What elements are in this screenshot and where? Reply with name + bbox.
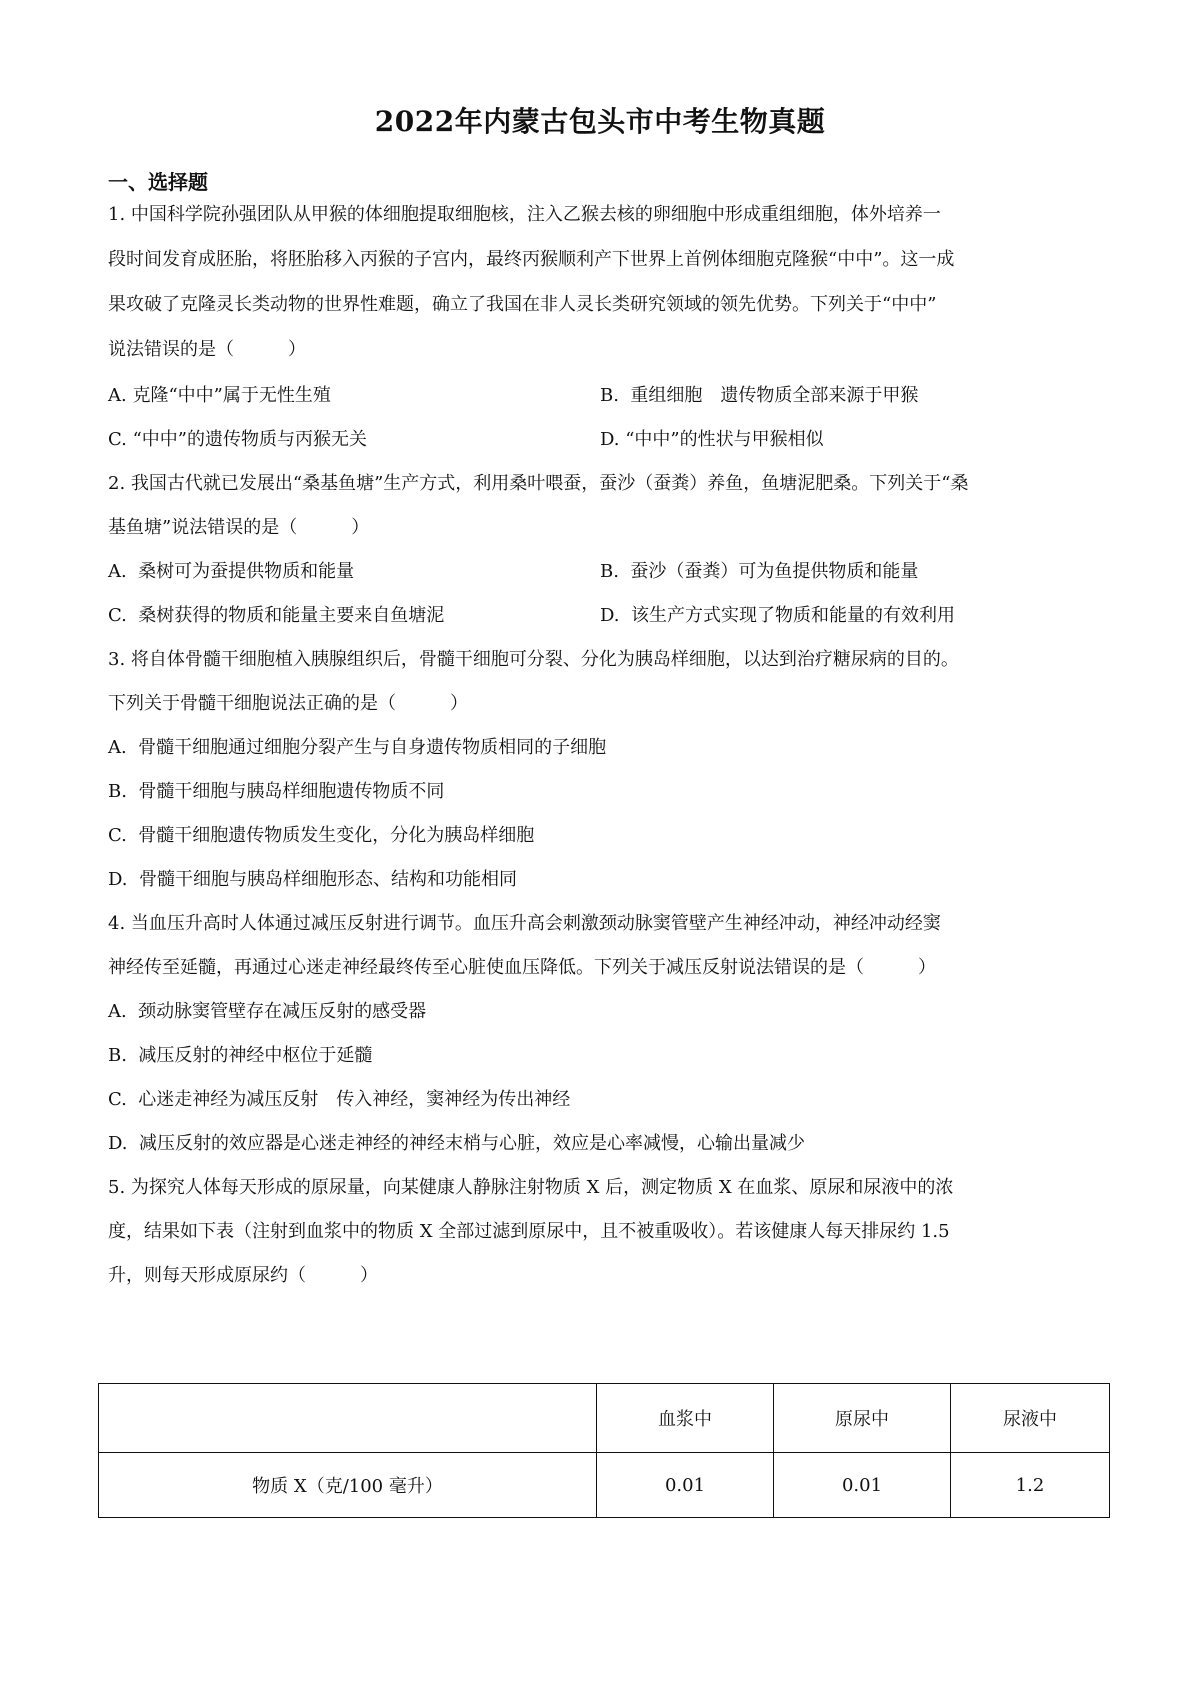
q4-option-a: A. 颈动脉窦管壁存在减压反射的感受器 <box>108 1001 427 1022</box>
q1-line-1: 1. 中国科学院孙强团队从甲猴的体细胞提取细胞核，注入乙猴去核的卵细胞中形成重组细胞，体外培养一 <box>108 204 941 225</box>
q1-line-4: 说法错误的是（ ） <box>108 339 306 360</box>
q2-option-a: A. 桑树可为蚕提供物质和能量 <box>108 561 355 582</box>
q3-option-d: D. 骨髓干细胞与胰岛样细胞形态、结构和功能相同 <box>108 869 517 890</box>
q4-option-c: C. 心迷走神经为减压反射 传入神经，窦神经为传出神经 <box>108 1089 571 1110</box>
q1-option-b: B. 重组细胞 遗传物质全部来源于甲猴 <box>600 385 919 406</box>
page-title: 2022年内蒙古包头市中考生物真题 <box>374 105 826 138</box>
q4-option-b: B. 减压反射的神经中枢位于延髓 <box>108 1045 373 1066</box>
q5-line-3: 升，则每天形成原尿约（ ） <box>108 1265 378 1286</box>
q5-line-1: 5. 为探究人体每天形成的原尿量，向某健康人静脉注射物质 X 后，测定物质 X 在血浆、原尿和尿液中的浓 <box>108 1177 954 1198</box>
q1-option-c: C. “中中”的遗传物质与丙猴无关 <box>108 429 367 450</box>
q4-line-1: 4. 当血压升高时人体通过减压反射进行调节。血压升高会刺激颈动脉窦管壁产生神经冲动，神经冲动经窦 <box>108 913 941 934</box>
table-header-cell <box>99 1384 597 1453</box>
table-cell-primary-urine: 0.01 <box>774 1453 951 1518</box>
table-header-urine: 尿液中 <box>951 1384 1110 1453</box>
q3-option-c: C. 骨髓干细胞遗传物质发生变化，分化为胰岛样细胞 <box>108 825 535 846</box>
q1-option-a: A. 克隆“中中”属于无性生殖 <box>108 385 331 406</box>
q4-option-d: D. 减压反射的效应器是心迷走神经的神经末梢与心脏，效应是心率减慢，心输出量减少 <box>108 1133 805 1154</box>
section-heading: 一、选择题 <box>108 170 208 194</box>
table-cell-urine: 1.2 <box>951 1453 1110 1518</box>
table-cell-plasma: 0.01 <box>597 1453 774 1518</box>
table-header-primary-urine: 原尿中 <box>774 1384 951 1453</box>
table-header-plasma: 血浆中 <box>597 1384 774 1453</box>
q2-line-2: 基鱼塘”说法错误的是（ ） <box>108 517 370 538</box>
q2-option-b: B. 蚕沙（蚕粪）可为鱼提供物质和能量 <box>600 561 919 582</box>
table-header-row <box>99 1384 1110 1453</box>
q4-line-2: 神经传至延髓，再通过心迷走神经最终传至心脏使血压降低。下列关于减压反射说法错误的是（ ） <box>108 957 936 978</box>
q1-option-d: D. “中中”的性状与甲猴相似 <box>600 429 824 450</box>
q1-line-2: 段时间发育成胚胎，将胚胎移入丙猴的子宫内，最终丙猴顺利产下世界上首例体细胞克隆猴“中中”。这一成 <box>108 249 955 270</box>
q3-option-a: A. 骨髓干细胞通过细胞分裂产生与自身遗传物质相同的子细胞 <box>108 737 607 758</box>
q5-line-2: 度，结果如下表（注射到血浆中的物质 X 全部过滤到原尿中，且不被重吸收）。若该健康人每天排尿约 1.5 <box>108 1221 950 1242</box>
q3-line-2: 下列关于骨髓干细胞说法正确的是（ ） <box>108 693 468 714</box>
table-row-label: 物质 X（克/100 毫升） <box>99 1453 597 1518</box>
q2-option-d: D. 该生产方式实现了物质和能量的有效利用 <box>600 605 955 626</box>
q3-line-1: 3. 将自体骨髓干细胞植入胰腺组织后，骨髓干细胞可分裂、分化为胰岛样细胞，以达到治疗糖尿病的目的。 <box>108 649 959 670</box>
q1-line-3: 果攻破了克隆灵长类动物的世界性难题，确立了我国在非人灵长类研究领域的领先优势。下列关于“中中” <box>108 294 937 315</box>
q2-option-c: C. 桑树获得的物质和能量主要来自鱼塘泥 <box>108 605 445 626</box>
table-row <box>99 1453 1110 1518</box>
concentration-table <box>98 1383 1110 1518</box>
q2-line-1: 2. 我国古代就已发展出“桑基鱼塘”生产方式，利用桑叶喂蚕，蚕沙（蚕粪）养鱼，鱼塘泥肥桑。下列关于“桑 <box>108 473 969 494</box>
q3-option-b: B. 骨髓干细胞与胰岛样细胞遗传物质不同 <box>108 781 445 802</box>
